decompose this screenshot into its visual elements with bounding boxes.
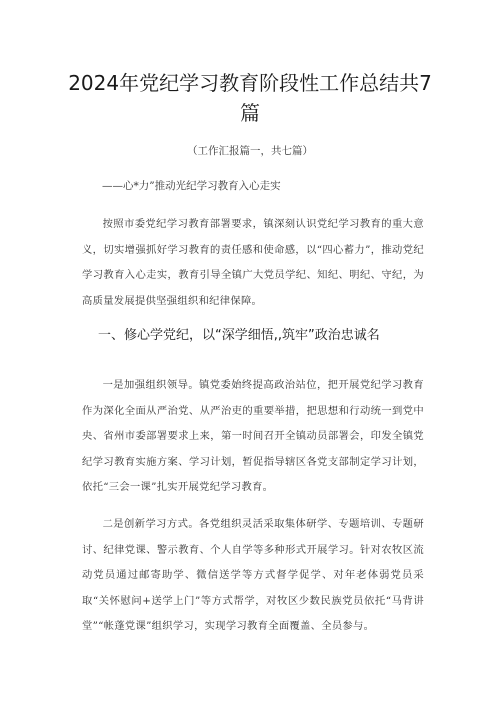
document-subtitle: （工作汇报篇一，共七篇）	[187, 145, 313, 157]
document-tagline: ——心*力”推动光纪学习教育入心走实	[102, 180, 281, 192]
intro-paragraph: 按照市委党纪学习教育部署要求，镇深刻认识党纪学习教育的重大意义，切实增强抓好学习教育的责任感和使命感，以“四心蓄力”，推动党纪学习教育入心走实，教育引导全镇广大党员学纪、知纪、明纪、守纪，为高质量发展提供坚强组织和纪律保障。	[82, 218, 424, 307]
body-paragraph-organization: 一是加强组织领导。镇党委始终提高政治站位，把开展党纪学习教育作为深化全面从严治党、从严治吏的重要举措，把思想和行动统一到党中央、省州市委部署要求上来，第一时间召开全镇动员部署会，印发全镇党纪学习教育实施方案、学习计划，暂促指导辖区各党支部制定学习计划，依托“三会一课”扎实开展党纪学习教育。	[82, 379, 424, 493]
document-title: 2024年党纪学习教育阶段性工作总结共7篇	[68, 71, 432, 125]
body-paragraph-study-methods: 二是创新学习方式。各党组织灵活采取集体研学、专题培训、专题研讨、纪律党课、警示教育、个人自学等多种形式开展学习。针对农牧区流动党员通过邮寄助学、微信送学等方式督学促学、对年老体弱党员采取“关怀慰问+送学上门”等方式帮学，对牧区少数民族党员依托“马背讲堂”“帐蓬党课”组织学习，实现学习教育全面覆盖、全员参与。	[82, 518, 424, 632]
section-heading: 一、修心学党纪，以“深学细悟,,筑牢”政治忠诚名	[98, 328, 380, 343]
